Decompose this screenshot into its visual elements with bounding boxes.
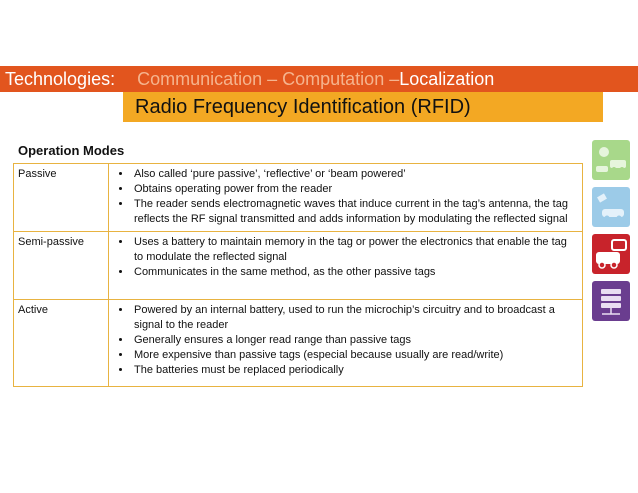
title-communication-computation: Communication – Computation – xyxy=(137,69,400,89)
section-label: Operation Modes xyxy=(18,143,125,158)
list-item: • Powered by an internal battery, used to run the microchip’s circuitry and to broadcast a signal to the reader xyxy=(132,303,578,333)
side-icons xyxy=(592,140,632,328)
subtitle-bar: Radio Frequency Identification (RFID) xyxy=(123,92,603,122)
mode-name: Semi-passive xyxy=(14,232,109,300)
list-item: • Generally ensures a longer read range than passive tags xyxy=(132,333,578,348)
list-item: • Uses a battery to maintain memory in the tag or power the electronics that enable the tag to modulate the reflected signal xyxy=(132,235,578,265)
vehicles-network-icon xyxy=(592,140,630,180)
list-item: • Communicates in the same method, as the other passive tags xyxy=(132,265,578,280)
list-item: • The batteries must be replaced periodically xyxy=(132,363,578,378)
mode-name: Active xyxy=(14,300,109,387)
mode-description xyxy=(109,164,583,232)
mode-name: Passive xyxy=(14,164,109,232)
operation-modes-table xyxy=(13,163,583,387)
mode-description xyxy=(109,232,583,300)
list-item: • Obtains operating power from the reader xyxy=(132,182,578,197)
table-row xyxy=(14,164,583,232)
list-item: • The reader sends electromagnetic waves that induce current in the tag’s antenna, the tag reflects the RF signal transmitted and adds information by modulating the reflected signal xyxy=(132,197,578,227)
mode-description xyxy=(109,300,583,387)
title-technologies: Technologies: xyxy=(5,69,116,89)
list-item: • More expensive than passive tags (especial because usually are read/write) xyxy=(132,348,578,363)
traffic-cars-icon xyxy=(592,234,630,274)
server-rack-icon xyxy=(592,281,630,321)
title-localization: Localization xyxy=(399,69,495,89)
satellite-car-icon xyxy=(592,187,630,227)
list-item: • Also called ‘pure passive’, ‘reflective’ or ‘beam powered’ xyxy=(132,167,578,182)
title-bar xyxy=(0,66,638,92)
table-row xyxy=(14,232,583,300)
table-row xyxy=(14,300,583,387)
